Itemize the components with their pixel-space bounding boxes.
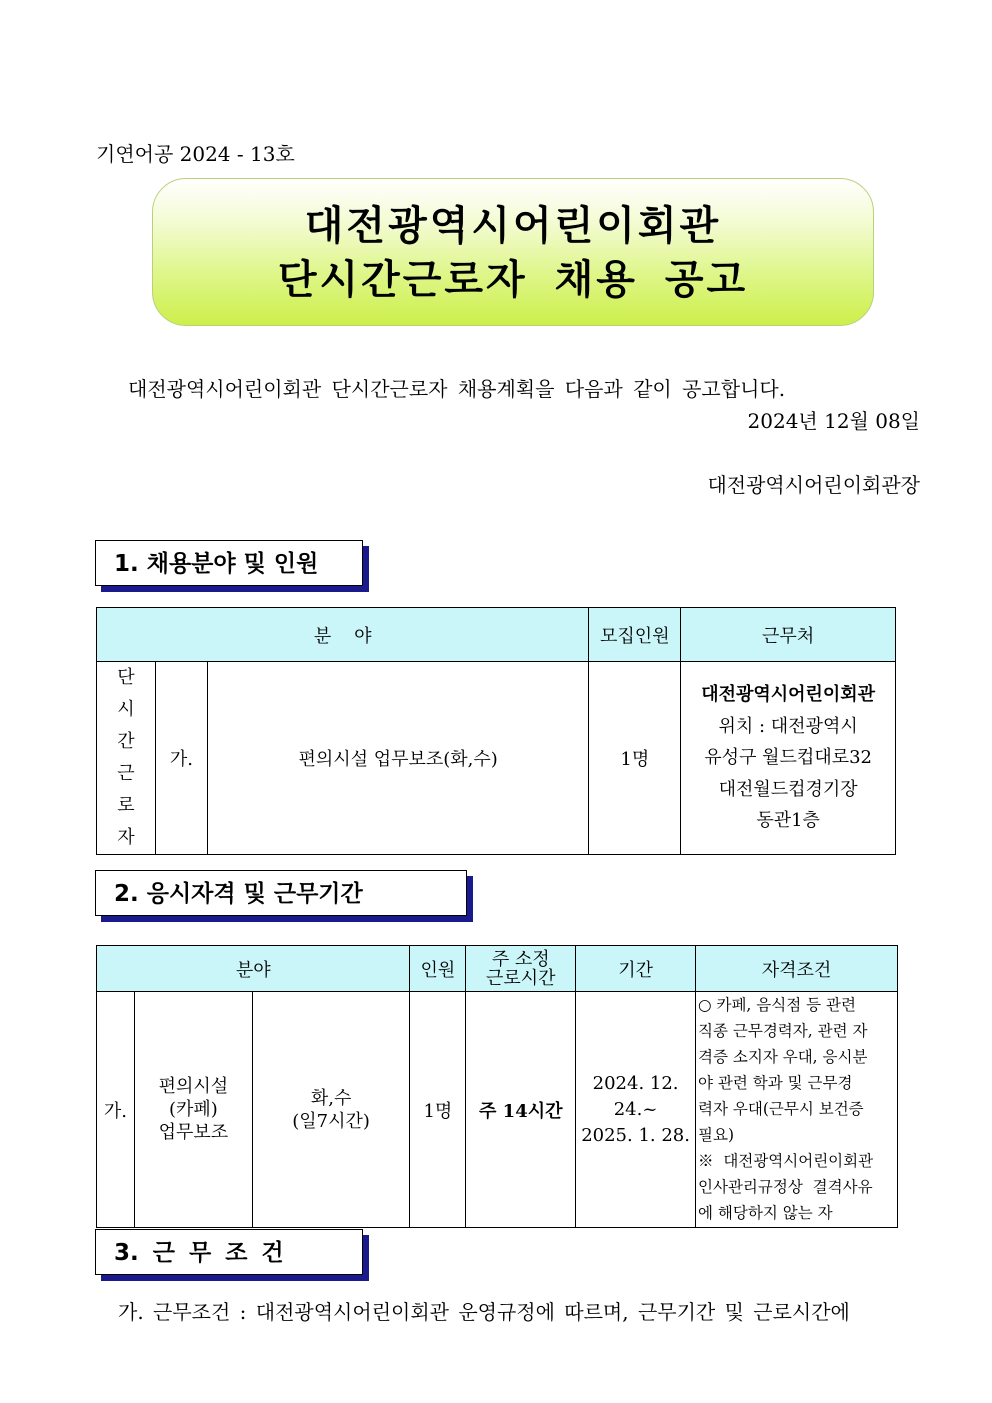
row-period: 2024. 12. 24.~ 2025. 1. 28. (576, 992, 696, 1228)
section-2-heading: 2. 응시자격 및 근무기간 (95, 870, 467, 916)
row-count: 1명 (410, 992, 466, 1228)
workplace-address-2: 유성구 월드컵대로32 (704, 747, 872, 769)
recruitment-table (96, 607, 896, 855)
title-banner (152, 178, 874, 326)
qualification-table (96, 945, 898, 1228)
workplace-name: 대전광역시어린이회관 (701, 684, 876, 706)
announcement-date: 2024년 12월 08일 (747, 409, 920, 433)
header-field: 분 야 (97, 608, 589, 662)
header-workplace: 근무처 (681, 608, 896, 662)
section-3-heading: 3. 근 무 조 건 (95, 1229, 363, 1275)
row-days: 화,수 (일7시간) (252, 992, 410, 1228)
title-line-2: 단시간근로자 채용 공고 (277, 257, 749, 303)
header-period: 기간 (576, 946, 696, 992)
row-index: 가. (155, 662, 207, 855)
qualification-header-row (97, 946, 898, 992)
row-hours: 주 14시간 (466, 992, 576, 1228)
document-number: 기연어공 2024 - 13호 (96, 142, 295, 166)
header-count: 인원 (410, 946, 466, 992)
workplace-address-4: 동관1층 (756, 810, 820, 832)
issuer: 대전광역시어린이회관장 (707, 473, 920, 497)
title-line-1: 대전광역시어린이회관 (304, 203, 722, 249)
table-row (97, 662, 896, 855)
workplace-cell (681, 662, 896, 855)
row-field: 편의시설 (카페) 업무보조 (134, 992, 252, 1228)
category-vertical: 단 시 간 근 로 자 (97, 662, 156, 855)
row-count: 1명 (589, 662, 681, 855)
row-index: 가. (97, 992, 135, 1228)
intro-text: 대전광역시어린이회관 단시간근로자 채용계획을 다음과 같이 공고합니다. (128, 377, 786, 401)
row-field: 편의시설 업무보조(화,수) (207, 662, 588, 855)
row-qualification: ○ 카페, 음식점 등 관련 직종 근무경력자, 관련 자 격증 소지자 우대, 응시분 야 관련 학과 및 근무경 력자 우대(근무시 보건증 필요) ※ 대전광역시어린이회관 인사관리규정상 결격사유 에 해당하지 않는 자 (696, 992, 898, 1228)
table-row (97, 992, 898, 1228)
workplace-address-1: 위치 : 대전광역시 (718, 715, 858, 737)
header-field: 분야 (97, 946, 410, 992)
header-qualification: 자격조건 (696, 946, 898, 992)
section-1-heading: 1. 채용분야 및 인원 (95, 540, 363, 586)
header-count: 모집인원 (589, 608, 681, 662)
header-hours: 주 소정 근로시간 (466, 946, 576, 992)
work-conditions-text: 가. 근무조건 : 대전광역시어린이회관 운영규정에 따르며, 근무기간 및 근로시간에 (118, 1300, 850, 1324)
workplace-address-3: 대전월드컵경기장 (718, 778, 858, 800)
recruitment-header-row (97, 608, 896, 662)
